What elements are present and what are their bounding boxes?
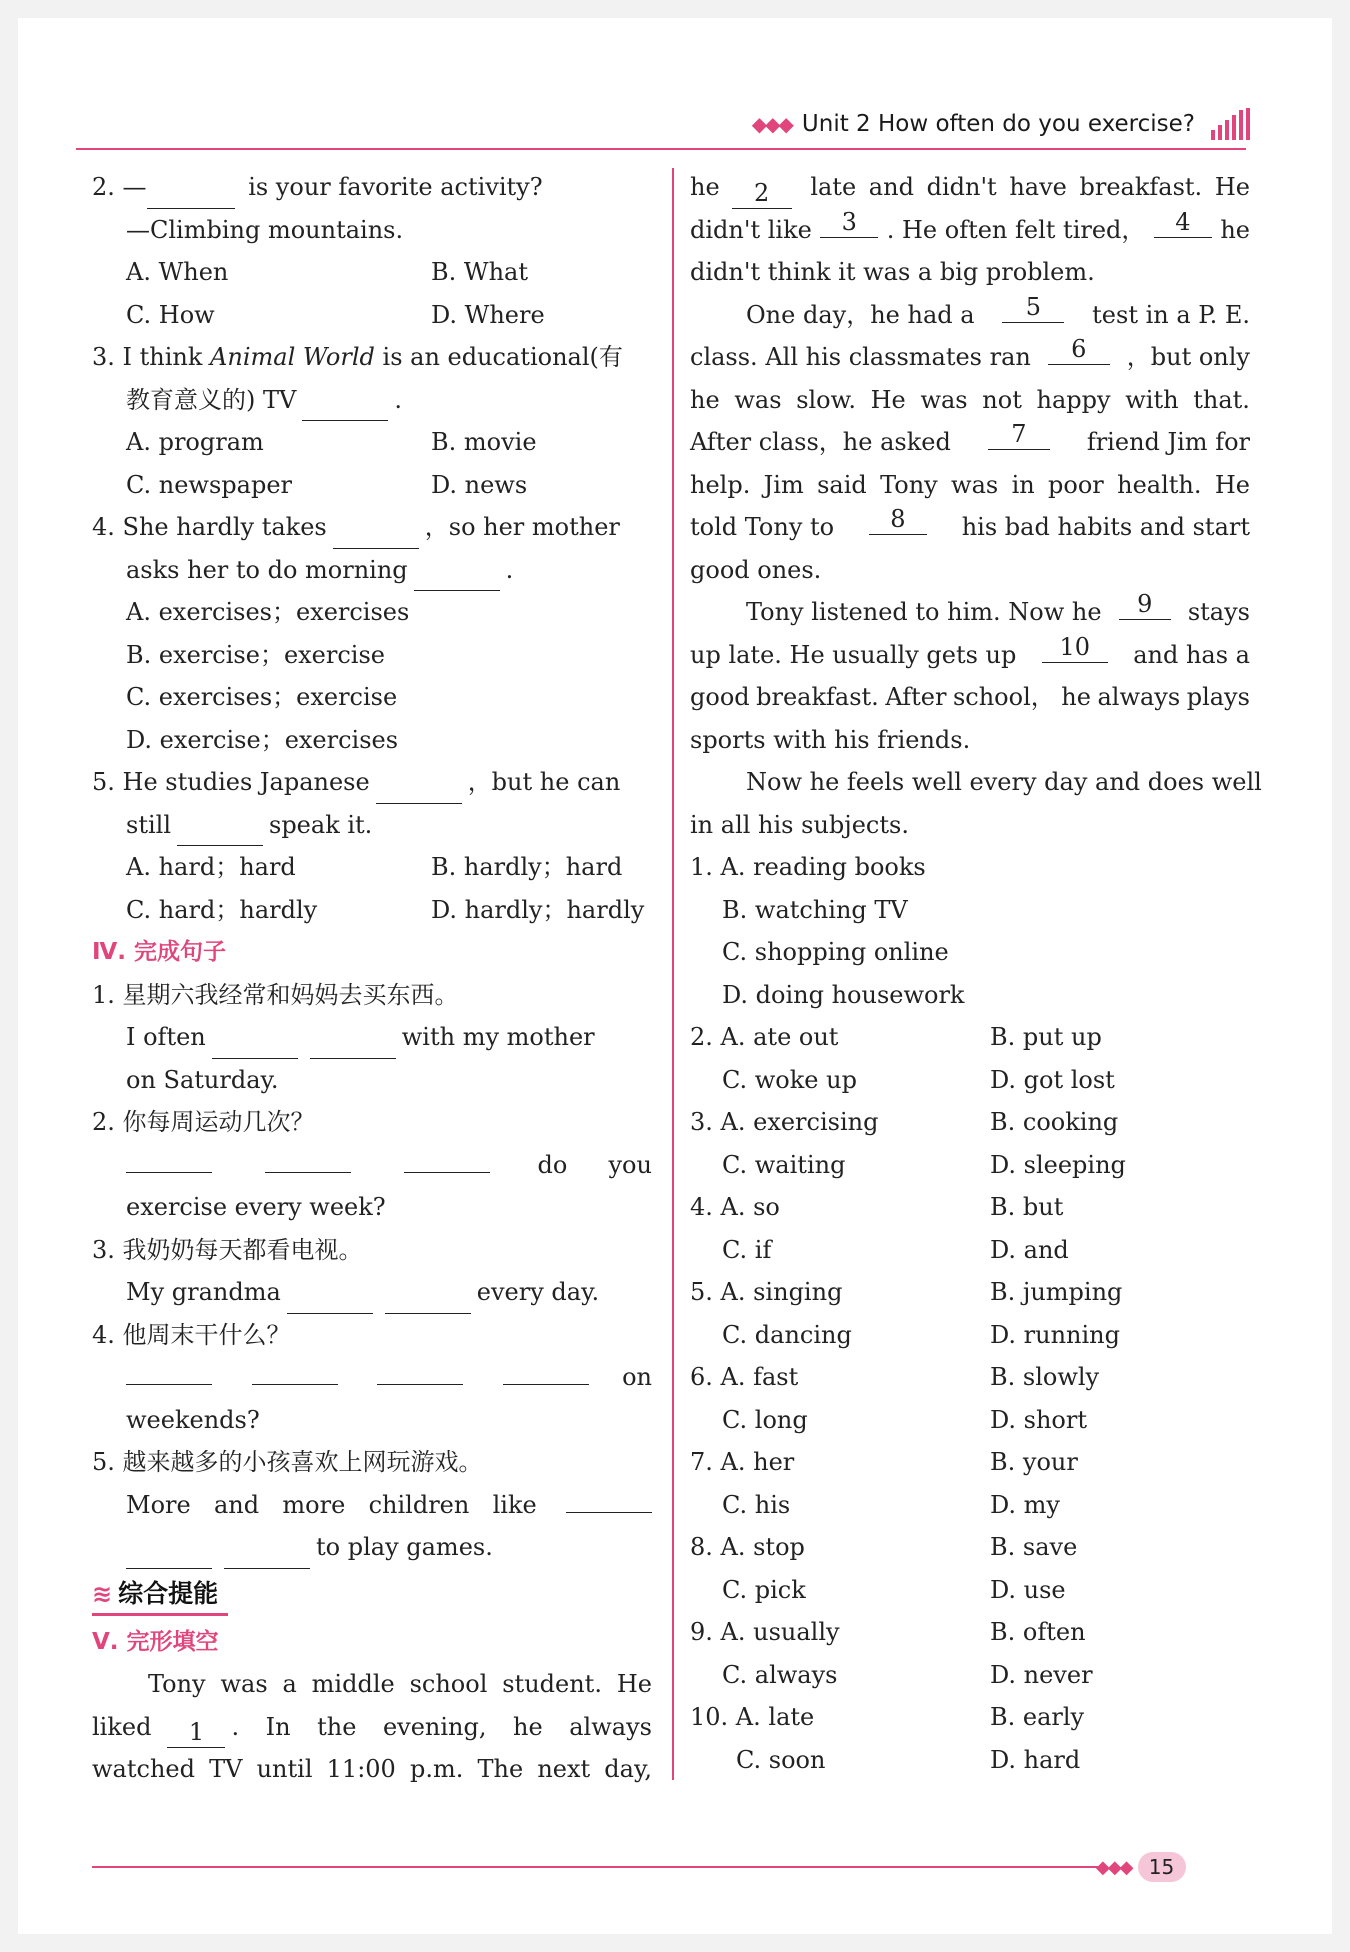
passage-line-8: class. All his classmates ran 6 ，but only xyxy=(690,335,1250,371)
answer-blank[interactable] xyxy=(333,520,419,549)
answer-blank[interactable] xyxy=(503,1356,589,1385)
passage-line-1: Tony was a middle school student. He xyxy=(148,1670,652,1698)
passage-line-6: didn't think it was a big problem. xyxy=(690,258,1095,286)
option-d: D. got lost xyxy=(990,1065,1115,1094)
section-4-heading: Ⅳ. 完成句子 xyxy=(92,939,227,965)
option-d: D. use xyxy=(990,1575,1066,1604)
passage-line-13: good ones. xyxy=(690,555,822,584)
cloze-option-row xyxy=(690,1144,1250,1187)
option-d: D. and xyxy=(990,1235,1069,1264)
blank-2[interactable]: 2 xyxy=(732,180,792,209)
passage-line-14: Tony listened to him. Now he 9 stays xyxy=(746,590,1250,626)
question-2-options-ab: A. When B. What xyxy=(126,258,528,286)
cloze-option-row xyxy=(690,1229,1250,1272)
passage-line-5: didn't like 3 . He often felt tired， 4 he xyxy=(690,207,1250,244)
passage-line-18: Now he feels well every day and does well xyxy=(746,768,1262,796)
option-b: B. save xyxy=(990,1533,1078,1561)
question-3-stem-cont: 教育意义的) TV . xyxy=(92,379,652,422)
sentence-1-english-cont: on Saturday. xyxy=(126,1065,279,1094)
option-d: D. never xyxy=(990,1660,1093,1689)
sentence-3-english: My grandma every day. xyxy=(92,1271,652,1314)
option-d: D. short xyxy=(990,1405,1087,1434)
blank-3[interactable]: 3 xyxy=(820,209,878,238)
option-d: D. hard xyxy=(990,1745,1081,1774)
question-5-stem-cont: still speak it. xyxy=(92,804,652,847)
blank-8[interactable]: 8 xyxy=(869,506,927,535)
cloze-options-list xyxy=(690,1016,1250,1781)
cloze-1-option-b: B. watching TV xyxy=(722,895,908,924)
cloze-option-row xyxy=(690,1654,1250,1697)
sentence-1-chinese: 1. 星期六我经常和妈妈去买东西。 xyxy=(92,980,459,1009)
diamond-decoration-icon: ◆◆◆ xyxy=(1096,1856,1132,1878)
left-column xyxy=(92,166,652,1791)
passage-line-19: in all his subjects. xyxy=(690,810,909,839)
option-a: 4. A. so xyxy=(690,1193,780,1221)
sentence-4-english-cont: weekends? xyxy=(126,1405,260,1434)
option-c: C. always xyxy=(722,1660,838,1689)
option-b: B. put up xyxy=(990,1023,1102,1051)
synthesis-heading-row xyxy=(92,1569,652,1621)
answer-blank[interactable] xyxy=(404,1144,490,1173)
column-divider xyxy=(672,168,674,1780)
sentence-5-english-cont: to play games. xyxy=(92,1526,652,1569)
cloze-option-row xyxy=(690,1611,1250,1654)
option-b: B. jumping xyxy=(990,1278,1123,1306)
option-a: 3. A. exercising xyxy=(690,1108,879,1136)
page-number: 15 xyxy=(1138,1852,1186,1882)
option-a: 6. A. fast xyxy=(690,1363,799,1391)
sentence-2-chinese: 2. 你每周运动几次？ xyxy=(92,1108,315,1136)
signal-bars-icon xyxy=(1211,108,1250,140)
question-5-options-ab: A. hard；hard B. hardly；hard xyxy=(126,853,623,881)
option-b: B. your xyxy=(990,1448,1078,1476)
header-divider xyxy=(76,148,1246,150)
diamond-decoration-icon: ◆◆◆ xyxy=(751,112,792,136)
cloze-option-row xyxy=(690,1271,1250,1314)
answer-blank[interactable] xyxy=(126,1356,212,1385)
sentence-2-english: do you xyxy=(92,1144,652,1187)
passage-line-15: up late. He usually gets up 10 and has a xyxy=(690,632,1250,669)
passage-line-10: After class，he asked 7 friend Jim for xyxy=(690,420,1250,456)
sentence-3-chinese: 3. 我奶奶每天都看电视。 xyxy=(92,1235,363,1264)
option-a: 9. A. usually xyxy=(690,1618,840,1646)
question-3-options-ab: A. program B. movie xyxy=(126,428,537,456)
sentence-5-chinese: 5. 越来越多的小孩喜欢上网玩游戏。 xyxy=(92,1448,483,1476)
passage-line-16: good breakfast. After school， he always plays xyxy=(690,683,1250,711)
option-c: C. dancing xyxy=(722,1320,852,1349)
answer-blank[interactable] xyxy=(224,1540,310,1569)
passage-line-2: liked 1 . In the evening, he always xyxy=(92,1712,652,1746)
question-4-option-c: C. exercises；exercise xyxy=(126,683,398,711)
cloze-1-option-c: C. shopping online xyxy=(722,938,949,966)
footer-divider xyxy=(92,1866,1102,1868)
answer-blank[interactable] xyxy=(376,775,462,804)
right-column xyxy=(690,166,1262,1781)
option-d: D. sleeping xyxy=(990,1150,1126,1179)
cloze-option-row xyxy=(690,1016,1250,1059)
book-stack-icon: ≋ xyxy=(92,1579,113,1608)
cloze-option-row xyxy=(690,1186,1250,1229)
option-d: D. running xyxy=(990,1320,1120,1349)
sentence-4-chinese: 4. 他周末干什么？ xyxy=(92,1320,291,1349)
option-a: 7. A. her xyxy=(690,1448,795,1476)
blank-1[interactable]: 1 xyxy=(167,1719,225,1748)
blank-10[interactable]: 10 xyxy=(1042,634,1108,663)
question-3-options-cd: C. newspaper D. news xyxy=(126,470,528,499)
question-3-stem: 3. I think Animal World is an educational(有 xyxy=(92,343,623,371)
synthesis-heading: ≋ 综合提能 xyxy=(92,1575,228,1616)
cloze-option-row xyxy=(690,1696,1250,1739)
answer-blank[interactable] xyxy=(252,1356,338,1385)
option-c: C. soon xyxy=(736,1745,826,1774)
option-b: B. but xyxy=(990,1193,1064,1221)
cloze-option-row xyxy=(690,1059,1250,1102)
question-4-option-a: A. exercises；exercises xyxy=(126,598,410,626)
option-a: 8. A. stop xyxy=(690,1533,805,1561)
option-a: 2. A. ate out xyxy=(690,1023,839,1051)
cloze-option-row xyxy=(690,1399,1250,1442)
question-4-stem: 4. She hardly takes ，so her mother xyxy=(92,506,652,549)
option-b: B. early xyxy=(990,1703,1085,1731)
sentence-1-english: I often with my mother xyxy=(92,1016,652,1059)
page-header xyxy=(752,108,1250,140)
option-c: C. if xyxy=(722,1235,772,1264)
option-d: D. my xyxy=(990,1490,1060,1519)
answer-blank[interactable] xyxy=(126,1144,212,1173)
passage-line-12: told Tony to 8 his bad habits and start xyxy=(690,505,1250,541)
unit-title: Unit 2 How often do you exercise? xyxy=(801,111,1195,137)
question-4-option-d: D. exercise；exercises xyxy=(126,725,399,754)
question-5-options-cd: C. hard；hardly D. hardly；hardly xyxy=(126,895,645,924)
blank-4[interactable]: 4 xyxy=(1154,209,1212,238)
cloze-option-row xyxy=(690,1441,1250,1484)
option-b: B. often xyxy=(990,1618,1086,1646)
cloze-option-row xyxy=(690,1739,1250,1782)
blank-6[interactable]: 6 xyxy=(1048,336,1110,365)
passage-line-9: he was slow. He was not happy with that. xyxy=(690,385,1250,414)
answer-blank[interactable] xyxy=(377,1356,463,1385)
answer-blank[interactable] xyxy=(212,1030,298,1059)
cloze-option-row xyxy=(690,1484,1250,1527)
option-c: C. woke up xyxy=(722,1065,857,1094)
option-b: B. cooking xyxy=(990,1108,1119,1136)
question-4-option-b: B. exercise；exercise xyxy=(126,640,385,669)
passage-line-3: watched TV until 11:00 p.m. The next day, xyxy=(92,1755,652,1783)
question-5-stem: 5. He studies Japanese ，but he can xyxy=(92,761,652,804)
cloze-option-row xyxy=(690,1569,1250,1612)
option-c: C. pick xyxy=(722,1575,806,1604)
answer-blank[interactable] xyxy=(265,1144,351,1173)
answer-blank[interactable] xyxy=(566,1484,652,1513)
cloze-option-row xyxy=(690,1356,1250,1399)
sentence-4-english: on xyxy=(92,1356,652,1399)
answer-blank[interactable] xyxy=(287,1285,373,1314)
blank-5[interactable]: 5 xyxy=(1002,294,1064,323)
section-5-heading: Ⅴ. 完形填空 xyxy=(92,1628,219,1655)
option-a: 10. A. late xyxy=(690,1703,815,1731)
blank-9[interactable]: 9 xyxy=(1119,591,1171,620)
question-4-stem-cont: asks her to do morning . xyxy=(92,549,652,592)
question-2-stem: 2. — is your favorite activity? xyxy=(92,166,652,209)
cloze-option-row xyxy=(690,1526,1250,1569)
option-b: B. slowly xyxy=(990,1363,1100,1391)
option-c: C. his xyxy=(722,1490,791,1519)
answer-blank[interactable] xyxy=(302,392,388,421)
answer-blank[interactable] xyxy=(177,817,263,846)
passage-line-11: help. Jim said Tony was in poor health. He xyxy=(690,470,1250,499)
answer-blank[interactable] xyxy=(310,1030,396,1059)
cloze-1-option-d: D. doing housework xyxy=(722,980,965,1009)
option-a: 5. A. singing xyxy=(690,1278,843,1306)
cloze-option-row xyxy=(690,1314,1250,1357)
answer-blank[interactable] xyxy=(147,180,235,209)
option-c: C. waiting xyxy=(722,1150,846,1179)
sentence-5-english: More and more children like xyxy=(92,1484,652,1527)
answer-blank[interactable] xyxy=(414,562,500,591)
question-2-options-cd: C. How D. Where xyxy=(126,300,545,329)
passage-line-4: he 2 late and didn't have breakfast. He xyxy=(690,173,1250,207)
page-footer xyxy=(1096,1852,1186,1882)
cloze-option-row xyxy=(690,1101,1250,1144)
sentence-2-english-cont: exercise every week? xyxy=(126,1193,386,1221)
answer-blank[interactable] xyxy=(126,1540,212,1569)
question-2-answer: —Climbing mountains. xyxy=(126,215,404,244)
cloze-1-option-a: 1. A. reading books xyxy=(690,853,926,881)
option-c: C. long xyxy=(722,1405,808,1434)
answer-blank[interactable] xyxy=(385,1285,471,1314)
blank-7[interactable]: 7 xyxy=(988,421,1050,450)
passage-line-17: sports with his friends. xyxy=(690,725,971,754)
passage-line-7: One day，he had a 5 test in a P. E. xyxy=(746,292,1250,329)
